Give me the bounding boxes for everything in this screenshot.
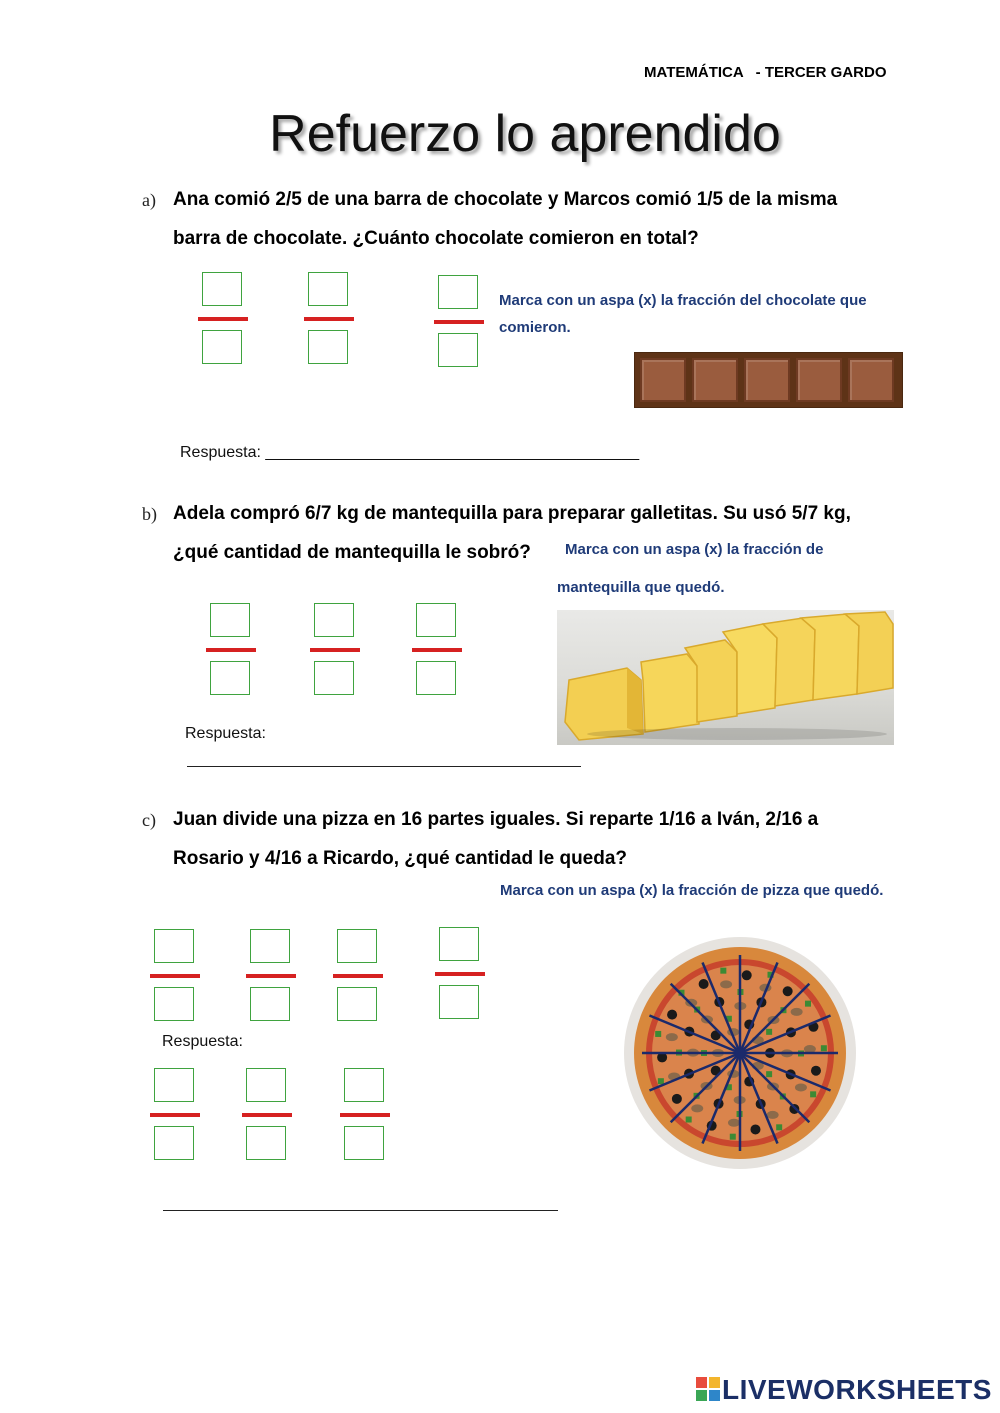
logo-blocks-icon: [696, 1376, 720, 1400]
fraction-a-3: [434, 275, 486, 371]
fraction-bar: [412, 648, 462, 652]
pepper-topping: [686, 1117, 692, 1123]
numerator-box[interactable]: [246, 1068, 286, 1102]
mushroom-topping: [791, 1008, 803, 1016]
fraction-bar: [150, 974, 200, 978]
olive-topping: [742, 970, 752, 980]
question-c-line-1: Juan divide una pizza en 16 partes iguales. Si reparte 1/16 a Iván, 2/16 a: [173, 809, 819, 830]
page-title: Refuerzo lo aprendido: [269, 105, 781, 163]
question-b-hint-line-1: Marca con un aspa (x) la fracción de: [565, 541, 824, 558]
denominator-box[interactable]: [210, 661, 250, 695]
fraction-c-7: [340, 1068, 392, 1164]
question-a-line-2: barra de chocolate. ¿Cuánto chocolate comieron en total?: [173, 228, 699, 249]
question-b-letter: b): [142, 504, 157, 524]
fraction-b-2: [310, 603, 362, 699]
fraction-b-1: [206, 603, 258, 699]
denominator-box[interactable]: [154, 987, 194, 1021]
question-c-letter: c): [142, 810, 156, 830]
question-b-line-2: ¿qué cantidad de mantequilla le sobró?: [173, 542, 531, 563]
pepper-topping: [810, 1091, 816, 1097]
fraction-bar: [242, 1113, 292, 1117]
answer-b: Respuesta:: [185, 725, 266, 742]
numerator-box[interactable]: [344, 1068, 384, 1102]
answer-b-line[interactable]: [187, 766, 581, 767]
fraction-bar: [198, 317, 248, 321]
mushroom-topping: [767, 1111, 779, 1119]
question-c-text: [173, 800, 818, 878]
question-c-line-2: Rosario y 4/16 a Ricardo, ¿qué cantidad le queda?: [173, 848, 628, 869]
numerator-box[interactable]: [210, 603, 250, 637]
question-a-letter: a): [142, 190, 156, 210]
chocolate-piece[interactable]: [744, 358, 790, 402]
mushroom-topping: [666, 1033, 678, 1041]
fraction-c-1: [150, 929, 202, 1025]
butter-image: [557, 610, 894, 745]
chocolate-piece[interactable]: [848, 358, 894, 402]
numerator-box[interactable]: [250, 929, 290, 963]
numerator-box[interactable]: [416, 603, 456, 637]
chocolate-piece[interactable]: [692, 358, 738, 402]
numerator-box[interactable]: [438, 275, 478, 309]
butter-illustration: [557, 610, 894, 745]
numerator-box[interactable]: [154, 929, 194, 963]
fraction-bar: [435, 972, 485, 976]
denominator-box[interactable]: [246, 1126, 286, 1160]
olive-topping: [750, 1124, 760, 1134]
subject-header: MATEMÁTICA - TERCER GARDO: [644, 64, 887, 81]
numerator-box[interactable]: [154, 1068, 194, 1102]
fraction-bar: [340, 1113, 390, 1117]
question-b-line-1: Adela compró 6/7 kg de mantequilla para preparar galletitas. Su usó 5/7 kg,: [173, 503, 851, 524]
fraction-bar: [310, 648, 360, 652]
fraction-c-3: [333, 929, 385, 1025]
pepper-topping: [658, 1078, 664, 1084]
fraction-a-1: [198, 272, 250, 368]
question-a-line-1: Ana comió 2/5 de una barra de chocolate y Marcos comió 1/5 de la misma: [173, 189, 838, 210]
denominator-box[interactable]: [250, 987, 290, 1021]
chocolate-bar[interactable]: [634, 352, 903, 408]
numerator-box[interactable]: [202, 272, 242, 306]
logo-text: LIVEWORKSHEETS: [722, 1374, 992, 1405]
question-b-text: [173, 494, 851, 572]
question-a-hint-line-1: Marca con un aspa (x) la fracción del chocolate que: [499, 292, 867, 309]
numerator-box[interactable]: [439, 927, 479, 961]
fraction-bar: [246, 974, 296, 978]
fraction-c-2: [246, 929, 298, 1025]
pizza-illustration[interactable]: [623, 936, 857, 1170]
olive-topping: [783, 986, 793, 996]
chocolate-piece[interactable]: [796, 358, 842, 402]
numerator-box[interactable]: [308, 272, 348, 306]
olive-topping: [699, 979, 709, 989]
liveworksheets-logo: [696, 1374, 992, 1406]
fraction-bar: [434, 320, 484, 324]
denominator-box[interactable]: [439, 985, 479, 1019]
pepper-topping: [821, 1045, 827, 1051]
mushroom-topping: [720, 980, 732, 988]
fraction-bar: [206, 648, 256, 652]
olive-topping: [672, 1094, 682, 1104]
question-a-hint-line-2: comieron.: [499, 319, 571, 336]
answer-c: Respuesta:: [162, 1033, 243, 1050]
denominator-box[interactable]: [308, 330, 348, 364]
mushroom-topping: [728, 1119, 740, 1127]
numerator-box[interactable]: [314, 603, 354, 637]
fraction-c-4: [435, 927, 487, 1023]
answer-c-line[interactable]: [163, 1210, 558, 1211]
numerator-box[interactable]: [337, 929, 377, 963]
denominator-box[interactable]: [337, 987, 377, 1021]
fraction-bar: [150, 1113, 200, 1117]
pepper-topping: [766, 1071, 772, 1077]
question-b-hint-line-2: mantequilla que quedó.: [557, 579, 725, 596]
denominator-box[interactable]: [416, 661, 456, 695]
pepper-topping: [730, 1134, 736, 1140]
mushroom-topping: [795, 1083, 807, 1091]
fraction-c-6: [242, 1068, 294, 1164]
answer-a[interactable]: Respuesta: __________________________________________: [180, 444, 640, 461]
mushroom-topping: [691, 1104, 703, 1112]
pepper-topping: [805, 1001, 811, 1007]
chocolate-piece[interactable]: [640, 358, 686, 402]
pepper-topping: [766, 1029, 772, 1035]
fraction-bar: [304, 317, 354, 321]
denominator-box[interactable]: [154, 1126, 194, 1160]
denominator-box[interactable]: [202, 330, 242, 364]
fraction-b-3: [412, 603, 464, 699]
pizza-image[interactable]: [623, 936, 857, 1170]
question-a-hint: [499, 287, 867, 341]
denominator-box[interactable]: [344, 1126, 384, 1160]
olive-topping: [667, 1010, 677, 1020]
pepper-topping: [655, 1031, 661, 1037]
denominator-box[interactable]: [438, 333, 478, 367]
fraction-a-2: [304, 272, 356, 368]
fraction-c-5: [150, 1068, 202, 1164]
olive-topping: [811, 1066, 821, 1076]
fraction-bar: [333, 974, 383, 978]
denominator-box[interactable]: [314, 661, 354, 695]
pepper-topping: [776, 1124, 782, 1130]
question-c-hint: Marca con un aspa (x) la fracción de pizza que quedó.: [500, 882, 884, 899]
question-a-text: [173, 180, 837, 258]
pepper-topping: [720, 968, 726, 974]
